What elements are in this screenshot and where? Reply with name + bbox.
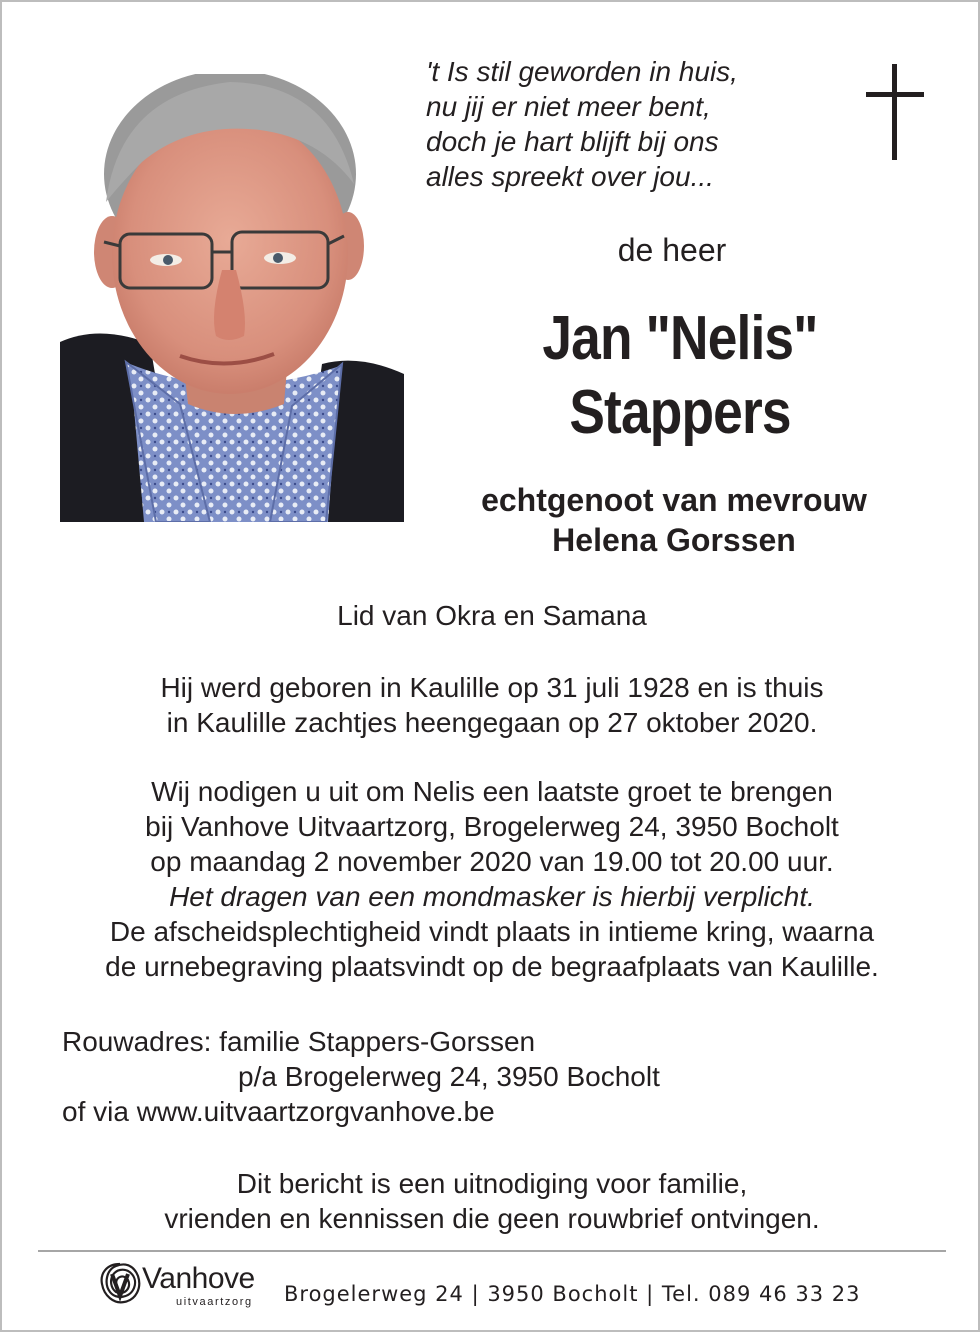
cross-icon [866, 64, 924, 160]
deceased-name-line1: Jan "Nelis" [542, 304, 818, 373]
deceased-name-line2: Stappers [569, 378, 791, 447]
mask-notice: Het dragen van een mondmasker is hierbij verplicht. [169, 881, 815, 912]
invitation-line: Wij nodigen u uit om Nelis een laatste groet te brengen [151, 776, 833, 807]
invitation-line: de urnebegraving plaatsvindt op de begraafplaats van Kaulille. [105, 951, 879, 982]
spouse-info [422, 480, 926, 560]
membership-text: Lid van Okra en Samana [337, 600, 647, 631]
logo-name: Vanhove [142, 1262, 255, 1295]
invitation-line: op maandag 2 november 2020 van 19.00 tot 20.00 uur. [150, 846, 834, 877]
footer-contact: Brogelerweg 24 | 3950 Bocholt | Tel. 089 46 33 23 [284, 1282, 861, 1306]
spouse-line1: echtgenoot van mevrouw [481, 482, 867, 518]
invitation-line: bij Vanhove Uitvaartzorg, Brogelerweg 24, 3950 Bocholt [145, 811, 839, 842]
birth-death-info [2, 670, 980, 740]
poem-line: alles spreekt over jou... [426, 161, 714, 192]
poem [426, 54, 846, 194]
invitation [2, 774, 980, 984]
spouse-line2: Helena Gorssen [552, 522, 796, 558]
footer-divider [38, 1250, 946, 1252]
mourning-address [62, 1024, 922, 1129]
mourning-address-line: p/a Brogelerweg 24, 3950 Bocholt [238, 1061, 660, 1092]
notice [2, 1166, 980, 1236]
birth-death-line: in Kaulille zachtjes heengegaan op 27 oktober 2020. [166, 707, 818, 738]
footer [96, 1258, 916, 1318]
poem-line: 't Is stil geworden in huis, [426, 56, 738, 87]
honorific: de heer [617, 232, 727, 268]
website-link[interactable]: of via www.uitvaartzorgvanhove.be [62, 1096, 495, 1127]
poem-line: doch je hart blijft bij ons [426, 126, 719, 157]
deceased-name [467, 302, 894, 450]
poem-line: nu jij er niet meer bent, [426, 91, 711, 122]
vanhove-logo-icon [96, 1260, 144, 1308]
membership [2, 598, 980, 633]
birth-death-line: Hij werd geboren in Kaulille op 31 juli 1928 en is thuis [160, 672, 824, 703]
notice-line: Dit bericht is een uitnodiging voor familie, [236, 1168, 748, 1199]
invitation-line: De afscheidsplechtigheid vindt plaats in intieme kring, waarna [109, 916, 875, 947]
notice-line: vrienden en kennissen die geen rouwbrief ontvingen. [164, 1203, 820, 1234]
portrait-photo [60, 74, 404, 522]
logo-subtitle: uitvaartzorg [176, 1296, 253, 1308]
mourning-address-line: Rouwadres: familie Stappers-Gorssen [62, 1026, 536, 1057]
